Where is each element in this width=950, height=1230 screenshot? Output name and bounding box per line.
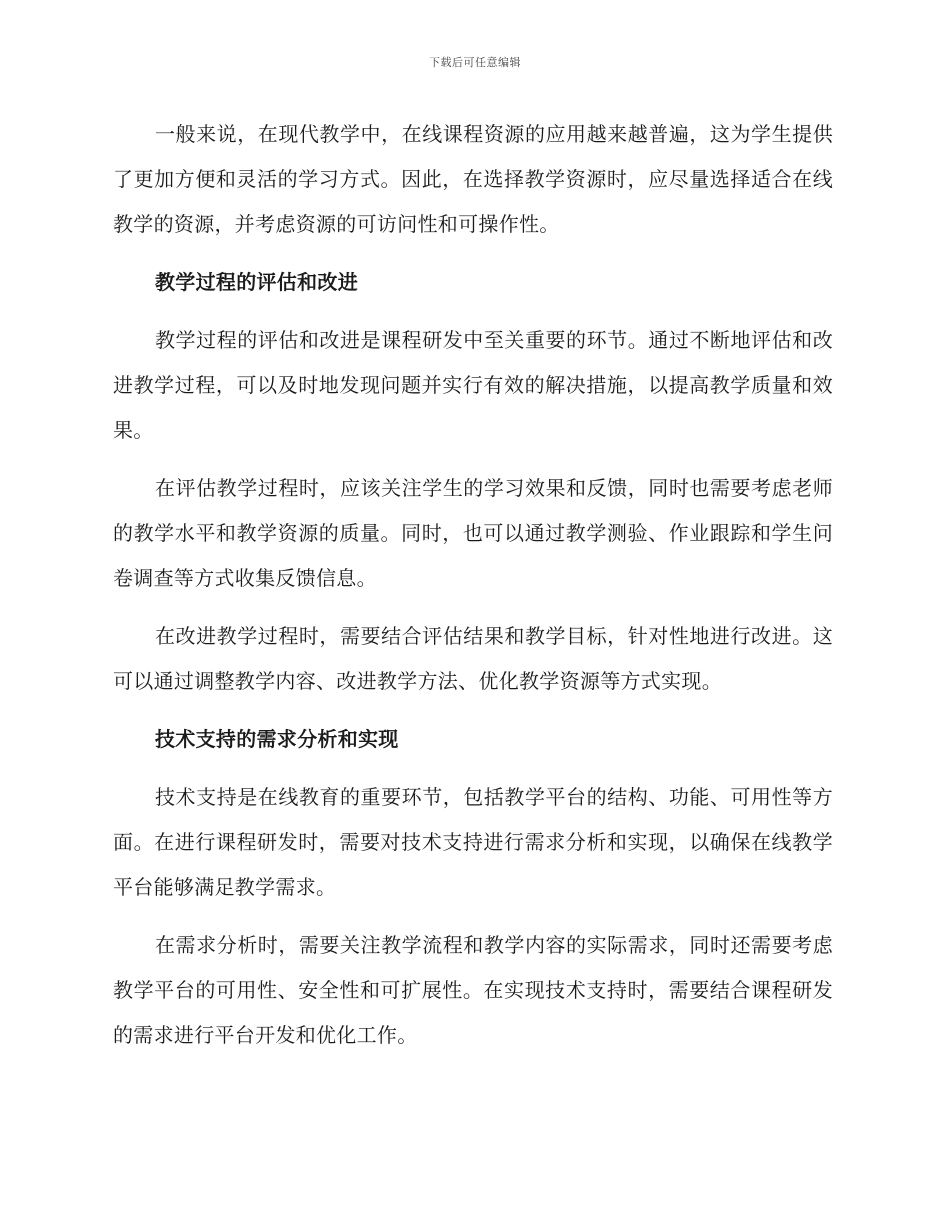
paragraph-evaluation-method: 在评估教学过程时，应该关注学生的学习效果和反馈，同时也需要考虑老师的教学水平和教学资源的质量。同时，也可以通过教学测验、作业跟踪和学生问卷调查等方式收集反馈信息。	[113, 476, 833, 590]
section-heading-tech-support: 技术支持的需求分析和实现	[155, 727, 399, 751]
paragraph-improvement: 在改进教学过程时，需要结合评估结果和教学目标，针对性地进行改进。这可以通过调整教学内容、改进教学方法、优化教学资源等方式实现。	[113, 624, 833, 693]
paragraph-evaluation-intro: 教学过程的评估和改进是课程研发中至关重要的环节。通过不断地评估和改进教学过程，可以及时地发现问题并实行有效的解决措施，以提高教学质量和效果。	[113, 328, 833, 442]
paragraph-online-resources: 一般来说，在现代教学中，在线课程资源的应用越来越普遍，这为学生提供了更加方便和灵活的学习方式。因此，在选择教学资源时，应尽量选择适合在线教学的资源，并考虑资源的可访问性和可操作性。	[113, 122, 833, 236]
document-body	[113, 112, 833, 1071]
paragraph-requirements-analysis: 在需求分析时，需要关注教学流程和教学内容的实际需求，同时还需要考虑教学平台的可用性、安全性和可扩展性。在实现技术支持时，需要结合课程研发的需求进行平台开发和优化工作。	[113, 933, 833, 1047]
section-heading-evaluation: 教学过程的评估和改进	[155, 270, 358, 294]
page-header-note: 下载后可任意编辑	[429, 56, 521, 69]
paragraph-tech-support-intro: 技术支持是在线教育的重要环节，包括教学平台的结构、功能、可用性等方面。在进行课程研发时，需要对技术支持进行需求分析和实现，以确保在线教学平台能够满足教学需求。	[113, 785, 833, 899]
